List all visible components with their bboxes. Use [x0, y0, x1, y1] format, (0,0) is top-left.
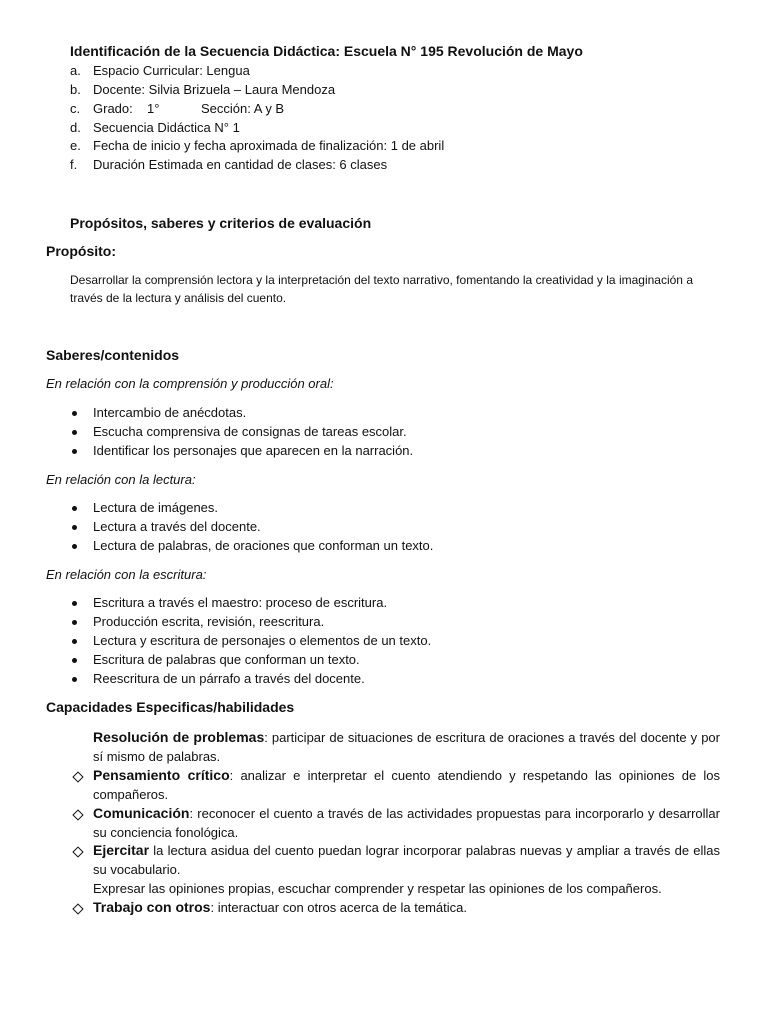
list-item: Escritura a través el maestro: proceso de escritura.: [93, 595, 388, 610]
diamond-bullet-icon: [72, 903, 83, 914]
list-item: Secuencia Didáctica N° 1: [93, 120, 240, 135]
list-marker: f.: [70, 157, 78, 172]
capacidad-term: Resolución de problemas: [93, 729, 265, 745]
list-item: Intercambio de anécdotas.: [93, 405, 247, 420]
saberes-group-heading: En relación con la escritura:: [46, 567, 207, 582]
capacidad-term: Comunicación: [93, 805, 190, 821]
capacidad-term: Pensamiento crítico: [93, 767, 230, 783]
list-item: Fecha de inicio y fecha aproximada de finalización: 1 de abril: [93, 138, 445, 153]
capacidad-term: Ejercitar: [93, 842, 150, 858]
list-marker: a.: [70, 63, 81, 78]
ident-title: Identificación de la Secuencia Didáctica: Escuela N° 195 Revolución de Mayo: [70, 43, 583, 59]
capacidad-item: [93, 898, 720, 917]
grade-value: 1°: [147, 101, 160, 116]
diamond-bullet-icon: [72, 809, 83, 820]
capacidad-text: : analizar e interpretar el cuento atendiendo y respetando las opiniones de los compañeros.: [93, 768, 721, 802]
list-item: Lectura a través del docente.: [93, 519, 261, 534]
capacidad-text: : interactuar con otros acerca de la temática.: [210, 900, 467, 915]
capacidad-term: Trabajo con otros: [93, 899, 211, 915]
list-item: Lectura de palabras, de oraciones que conforman un texto.: [93, 538, 434, 553]
capacidad-item: [93, 841, 720, 879]
bullet-icon: [72, 449, 77, 454]
capacidad-item: [93, 728, 720, 766]
list-item: Grado:: [93, 101, 133, 116]
bullet-icon: [72, 430, 77, 435]
saberes-title: Saberes/contenidos: [46, 347, 180, 363]
list-marker: b.: [70, 82, 81, 97]
capacidad-extra: Expresar las opiniones propias, escuchar comprender y respetar las opiniones de los compañeros.: [93, 881, 662, 896]
bullet-icon: [72, 544, 77, 549]
list-marker: d.: [70, 120, 81, 135]
bullet-icon: [72, 677, 77, 682]
bullet-icon: [72, 601, 77, 606]
bullet-icon: [72, 639, 77, 644]
diamond-bullet-icon: [72, 846, 83, 857]
list-marker: e.: [70, 138, 81, 153]
saberes-group-heading: En relación con la lectura:: [46, 472, 196, 487]
diamond-bullet-icon: [72, 771, 83, 782]
list-item: Lectura de imágenes.: [93, 500, 219, 515]
section-value: Sección: A y B: [201, 101, 285, 116]
capacidad-text: la lectura asidua del cuento puedan lograr incorporar palabras nuevas y ampliar a través de ellas su vocabulario.: [93, 843, 720, 877]
list-item: Docente: Silvia Brizuela – Laura Mendoza: [93, 82, 336, 97]
list-marker: c.: [70, 101, 81, 116]
list-item: Identificar los personajes que aparecen en la narración.: [93, 443, 414, 458]
list-item: Reescritura de un párrafo a través del docente.: [93, 671, 365, 686]
list-item: Escritura de palabras que conforman un texto.: [93, 652, 360, 667]
capacidad-text: : participar de situaciones de escritura de oraciones a través del docente y por sí mismo de palabras.: [93, 730, 720, 764]
list-item: Escucha comprensiva de consignas de tareas escolar.: [93, 424, 407, 439]
bullet-icon: [72, 658, 77, 663]
saberes-group-heading: En relación con la comprensión y producción oral:: [46, 376, 334, 391]
list-item: Lectura y escritura de personajes o elementos de un texto.: [93, 633, 432, 648]
list-item: Espacio Curricular: Lengua: [93, 63, 250, 78]
list-item: Producción escrita, revisión, reescritura.: [93, 614, 325, 629]
bullet-icon: [72, 525, 77, 530]
list-item: Duración Estimada en cantidad de clases: 6 clases: [93, 157, 388, 172]
bullet-icon: [72, 506, 77, 511]
propositos-title: Propósitos, saberes y criterios de evaluación: [70, 215, 372, 231]
proposito-text: Desarrollar la comprensión lectora y la interpretación del texto narrativo, fomentando la creatividad y la imaginación a través de la lectura y análisis del cuento.: [70, 273, 693, 305]
bullet-icon: [72, 411, 77, 416]
capacidad-text: : reconocer el cuento a través de las actividades propuestas para incorporarlo y desarrollar su conciencia fonológica.: [93, 806, 720, 840]
capacidades-title: Capacidades Especificas/habilidades: [46, 699, 295, 715]
bullet-icon: [72, 620, 77, 625]
proposito-label: Propósito:: [46, 243, 116, 259]
capacidad-item: [93, 804, 720, 842]
capacidad-item: [93, 766, 720, 804]
